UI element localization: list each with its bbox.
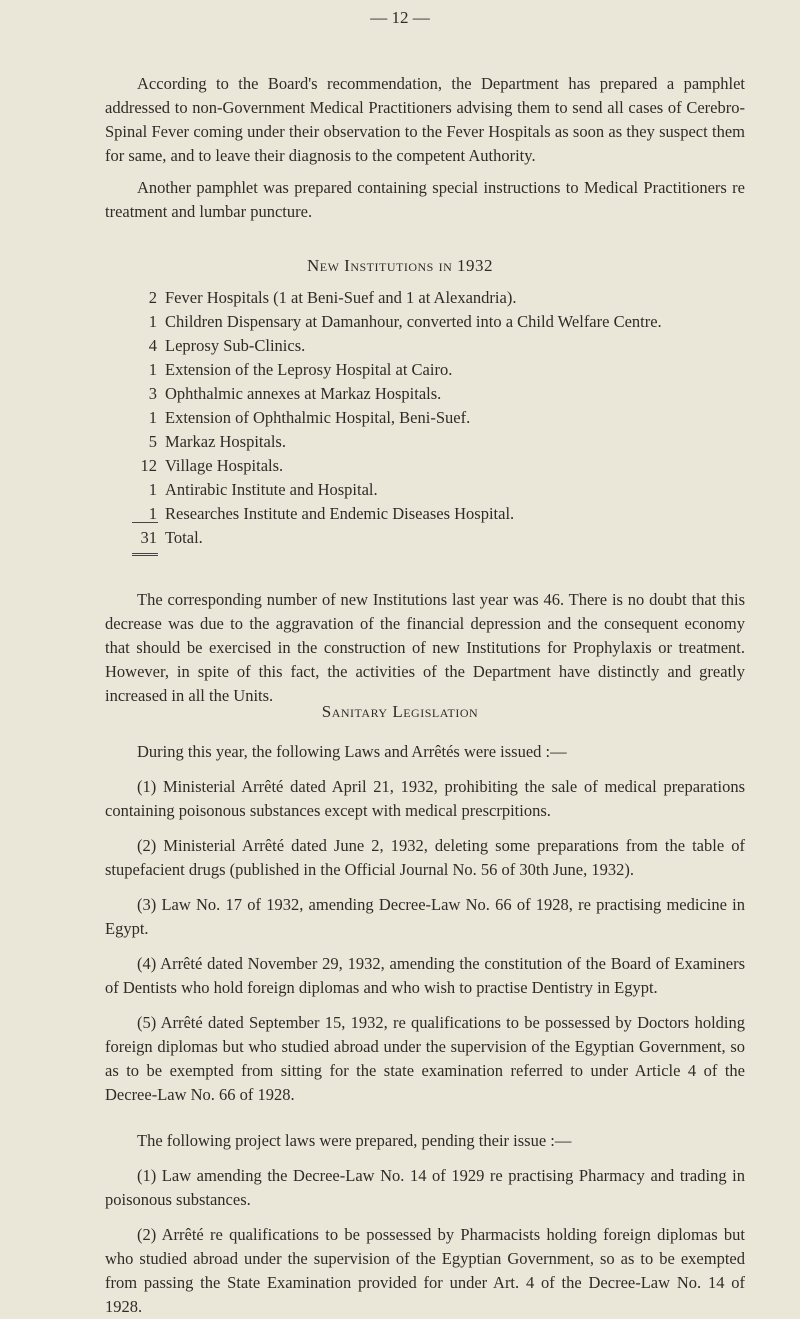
item-count: 1 xyxy=(148,408,157,427)
paragraph: During this year, the following Laws and Arrêtés were issued :— xyxy=(137,742,567,761)
item-text: Children Dispensary at Damanhour, converted into a Child Welfare Centre. xyxy=(165,312,662,331)
list-item xyxy=(132,310,752,334)
paragraph: Another pamphlet was prepared containing special instructions to Medical Practitioners re treatment and lumbar puncture. xyxy=(105,178,745,221)
list-item xyxy=(132,454,752,478)
item-count: 2 xyxy=(148,288,157,307)
list-item xyxy=(132,382,752,406)
item-text: Markaz Hospitals. xyxy=(165,432,286,451)
item-text: Village Hospitals. xyxy=(165,456,284,475)
page-number: — 12 — xyxy=(370,8,430,27)
paragraph: According to the Board's recommendation, the Department has prepared a pamphlet addressed to non-Government Medical Practitioners advising them to send all cases of Cerebro-Spinal Fever coming under their observation to the Fever Hospitals as soon as they suspect them for same, and to leave their diagnosis to the competent Authority. xyxy=(105,74,745,165)
paragraph: (4) Arrêté dated November 29, 1932, amending the constitution of the Board of Examiners of Dentists who hold foreign diplomas and who wish to practise Dentistry in Egypt. xyxy=(105,954,745,997)
item-text: Extension of the Leprosy Hospital at Cairo. xyxy=(165,360,453,379)
item-count: 1 xyxy=(148,480,157,499)
section-heading: New Institutions in 1932 xyxy=(306,256,493,275)
list-item xyxy=(132,334,752,358)
paragraph: The corresponding number of new Institutions last year was 46. There is no doubt that this decrease was due to the aggravation of the financial depression and the consequent economy that should be exercised in the construction of new Institutions for Prophylaxis or treatment. However, in spite of this fact, the activities of the Department have distinctly and greatly increased in all the Units. xyxy=(105,590,745,705)
total-label: Total. xyxy=(165,528,203,547)
item-text: Fever Hospitals (1 at Beni-Suef and 1 at Alexandria). xyxy=(165,288,517,307)
intro-section xyxy=(105,72,745,224)
list-item xyxy=(132,358,752,382)
paragraph: (1) Ministerial Arrêté dated April 21, 1932, prohibiting the sale of medical preparations containing poisonous substances except with medical prescrpitions. xyxy=(105,777,745,820)
paragraph: (5) Arrêté dated September 15, 1932, re qualifications to be possessed by Doctors holding foreign diplomas but who studied abroad under the supervision of the Egyptian Government, so as to be exempted from sitting for the state examination referred to under Article 4 of the Decree-Law No. 66 of 1928. xyxy=(105,1013,745,1104)
commentary xyxy=(105,588,745,708)
paragraph: (2) Arrêté re qualifications to be possessed by Pharmacists holding foreign diplomas but who studied abroad under the supervision of the Egyptian Government, so as to be exempted from passing the State Examination provided for under Art. 4 of the Decree-Law No. 14 of 1928. xyxy=(105,1225,745,1316)
list-item xyxy=(132,478,752,502)
list-item xyxy=(132,502,752,526)
list-item xyxy=(132,406,752,430)
item-text: Leprosy Sub-Clinics. xyxy=(165,336,306,355)
item-count: 4 xyxy=(148,336,157,355)
item-text: Extension of Ophthalmic Hospital, Beni-Suef. xyxy=(165,408,471,427)
divider xyxy=(132,522,158,523)
list-item xyxy=(132,286,752,310)
paragraph: (3) Law No. 17 of 1932, amending Decree-Law No. 66 of 1928, re practising medicine in Egypt. xyxy=(105,895,745,938)
item-count: 5 xyxy=(148,432,157,451)
item-text: Researches Institute and Endemic Diseases Hospital. xyxy=(165,504,515,523)
item-count: 3 xyxy=(148,384,157,403)
paragraph: The following project laws were prepared, pending their issue :— xyxy=(137,1131,572,1150)
item-count: 12 xyxy=(140,456,157,475)
section-heading: Sanitary Legislation xyxy=(321,702,479,721)
total-count: 31 xyxy=(140,528,157,547)
double-divider xyxy=(132,553,158,556)
item-text: Antirabic Institute and Hospital. xyxy=(165,480,378,499)
item-count: 1 xyxy=(148,360,157,379)
item-text: Ophthalmic annexes at Markaz Hospitals. xyxy=(165,384,442,403)
item-count: 1 xyxy=(148,312,157,331)
legislation-section xyxy=(105,740,745,1319)
paragraph: (2) Ministerial Arrêté dated June 2, 1932, deleting some preparations from the table of stupefacient drugs (published in the Official Journal No. 56 of 30th June, 1932). xyxy=(105,836,745,879)
paragraph: (1) Law amending the Decree-Law No. 14 of 1929 re practising Pharmacy and trading in poisonous substances. xyxy=(105,1166,745,1209)
list-item xyxy=(132,430,752,454)
item-count: 1 xyxy=(148,504,157,523)
total-row xyxy=(132,526,752,550)
institutions-list xyxy=(132,286,752,526)
